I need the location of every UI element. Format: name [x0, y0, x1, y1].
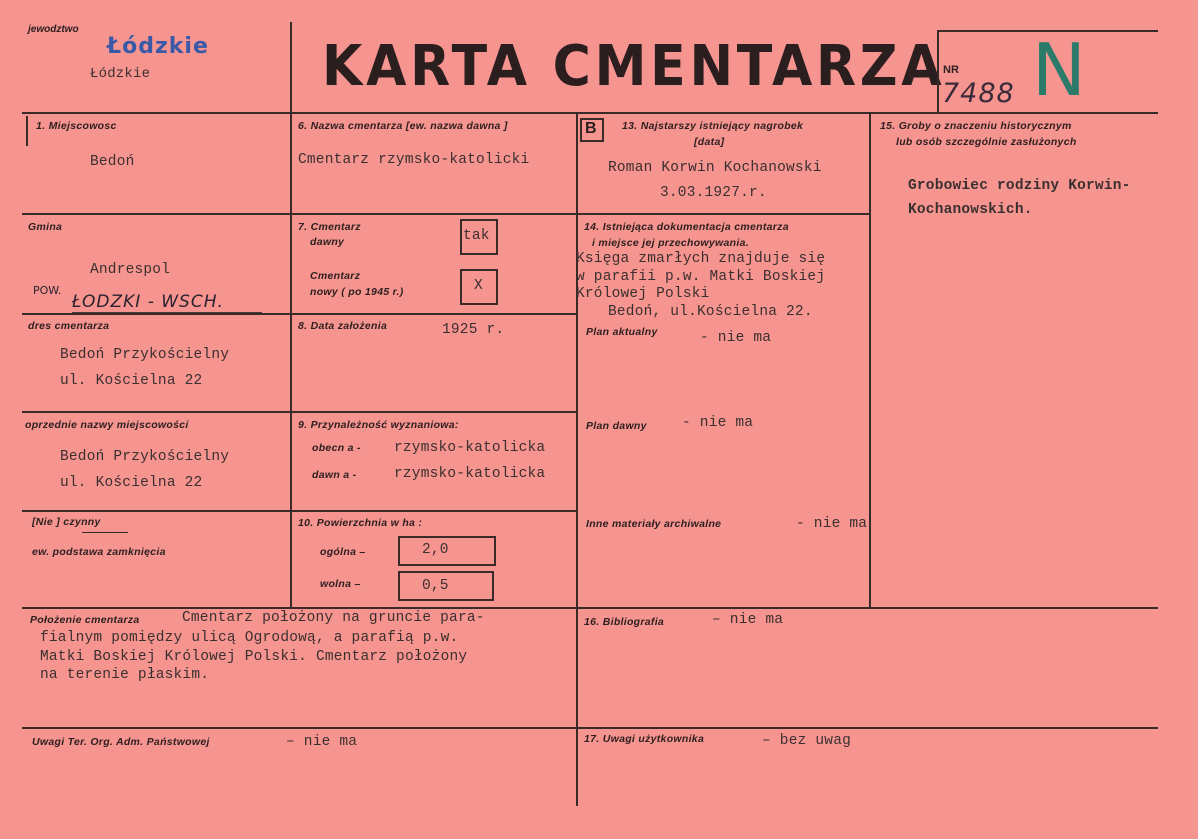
- nr-value: 7488: [942, 78, 1015, 109]
- polozenie-line4: na terenie płaskim.: [40, 667, 210, 683]
- rule-row1: [22, 213, 871, 215]
- obecna-label: obecn a -: [312, 442, 361, 454]
- nagrobek-line2: 3.03.1927.r.: [660, 185, 767, 201]
- poprzednie-line2: ul. Kościelna 22: [60, 475, 203, 491]
- nagrobek-label1: 13. Najstarszy istniejący nagrobek: [622, 120, 804, 132]
- wojewodztwo-value: Łódzkie: [90, 66, 151, 82]
- nazwa-label: 6. Nazwa cmentarza [ew. nazwa dawna ]: [298, 120, 508, 132]
- miejscowosc-label: 1. Miejscowosc: [36, 120, 117, 132]
- gmina-value: Andrespol: [90, 262, 171, 278]
- miejscowosc-value: Bedoń: [90, 154, 135, 170]
- rule-header-split: [290, 22, 292, 112]
- bibliografia-label: 16. Bibliografia: [584, 616, 665, 628]
- rule-col3: [869, 112, 871, 608]
- adres-line1: Bedoń Przykościelny: [60, 347, 230, 363]
- groby-line1: Grobowiec rodziny Korwin-: [908, 178, 1131, 194]
- poprzednie-label: oprzednie nazwy miejscowości: [25, 419, 189, 431]
- polozenie-line3: Matki Boskiej Królowej Polski. Cmentarz położony: [40, 649, 468, 665]
- uwagi-uzytkownika-label: 17. Uwagi użytkownika: [584, 733, 705, 745]
- powierzchnia-label: 10. Powierzchnia w ha :: [298, 517, 423, 529]
- nazwa-value: Cmentarz rzymsko-katolicki: [298, 152, 530, 168]
- plan-aktualny-value: - nie ma: [700, 330, 772, 346]
- czynny-label: [Nie ] czynny: [32, 516, 101, 528]
- obecna-value: rzymsko-katolicka: [394, 440, 546, 456]
- rule-row2: [22, 313, 577, 315]
- adres-label: dres cmentarza: [28, 320, 110, 332]
- nagrobek-label2: [data]: [694, 136, 725, 148]
- ogolna-label: ogólna –: [320, 546, 366, 558]
- gmina-label: Gmina: [28, 221, 63, 233]
- pow-label: POW.: [33, 284, 62, 297]
- polozenie-line2: fialnym pomiędzy ulicą Ogrodową, a parafią p.w.: [40, 630, 459, 646]
- dawny-box-value: tak: [463, 228, 490, 244]
- rule-row3: [22, 411, 577, 413]
- przyn-label: 9. Przynależność wyznaniowa:: [298, 419, 459, 431]
- groby-label2: lub osób szczególnie zasłużonych: [896, 136, 1077, 148]
- dawny-label1: 7. Cmentarz: [298, 221, 361, 233]
- inne-label: Inne materiały archiwalne: [586, 518, 722, 530]
- data-label: 8. Data założenia: [298, 320, 388, 332]
- rule-col1: [290, 112, 292, 608]
- groby-line2: Kochanowskich.: [908, 202, 1033, 218]
- dawny-label2: dawny: [310, 236, 345, 248]
- uwagi-label: Uwagi Ter. Org. Adm. Państwowej: [32, 736, 210, 748]
- polozenie-line1: Cmentarz położony na gruncie para-: [182, 610, 485, 626]
- uwagi-uzytkownika-value: – bez uwag: [762, 733, 852, 749]
- pow-value: ŁODZKI - WSCH.: [72, 292, 224, 312]
- nr-mark: N: [1032, 28, 1086, 112]
- ogolna-value: 2,0: [422, 542, 449, 558]
- dok-line2: w parafii p.w. Matki Boskiej: [576, 269, 826, 285]
- wojewodztwo-stamp: Łódzkie: [107, 34, 209, 59]
- pow-underline: [72, 312, 262, 313]
- nowy-label2: nowy ( po 1945 r.): [310, 286, 404, 298]
- wolna-value: 0,5: [422, 578, 449, 594]
- zamkniecie-label: ew. podstawa zamknięcia: [32, 546, 166, 558]
- wolna-label: wolna –: [320, 578, 361, 590]
- data-value: 1925 r.: [442, 322, 505, 338]
- rule-row5: [22, 607, 1158, 609]
- uwagi-value: – nie ma: [286, 734, 358, 750]
- rule-row4: [22, 510, 577, 512]
- dok-label1: 14. Istniejąca dokumentacja cmentarza: [584, 221, 789, 233]
- plan-dawny-value: - nie ma: [682, 415, 754, 431]
- groby-label1: 15. Groby o znaczeniu historycznym: [880, 120, 1072, 132]
- rule-top: [22, 112, 1158, 114]
- plan-aktualny-label: Plan aktualny: [586, 326, 658, 338]
- b-letter: B: [585, 120, 597, 137]
- nr-label: NR: [943, 64, 959, 76]
- nagrobek-line1: Roman Korwin Kochanowski: [608, 160, 822, 176]
- rule-row6: [22, 727, 1158, 729]
- page-title: KARTA CMENTARZA: [322, 34, 946, 99]
- nowy-label1: Cmentarz: [310, 270, 361, 282]
- dawna-label: dawn a -: [312, 469, 357, 481]
- dok-line1: Księga zmarłych znajduje się: [576, 251, 826, 267]
- poprzednie-line1: Bedoń Przykościelny: [60, 449, 230, 465]
- bibliografia-value: – nie ma: [712, 612, 784, 628]
- rule-col2: [576, 112, 578, 806]
- dok-line3: Królowej Polski: [576, 286, 710, 302]
- adres-line2: ul. Kościelna 22: [60, 373, 203, 389]
- dok-line4: Bedoń, ul.Kościelna 22.: [608, 304, 813, 320]
- inne-value: - nie ma: [796, 516, 868, 532]
- czynny-underline: [82, 532, 128, 533]
- plan-dawny-label: Plan dawny: [586, 420, 647, 432]
- dawna-value: rzymsko-katolicka: [394, 466, 546, 482]
- rule-left-tick: [26, 116, 28, 146]
- polozenie-label: Położenie cmentarza: [30, 614, 140, 626]
- wojewodztwo-label: jewodztwo: [28, 24, 79, 35]
- dok-label2: i miejsce jej przechowywania.: [592, 237, 749, 249]
- nowy-box-value: X: [474, 278, 483, 294]
